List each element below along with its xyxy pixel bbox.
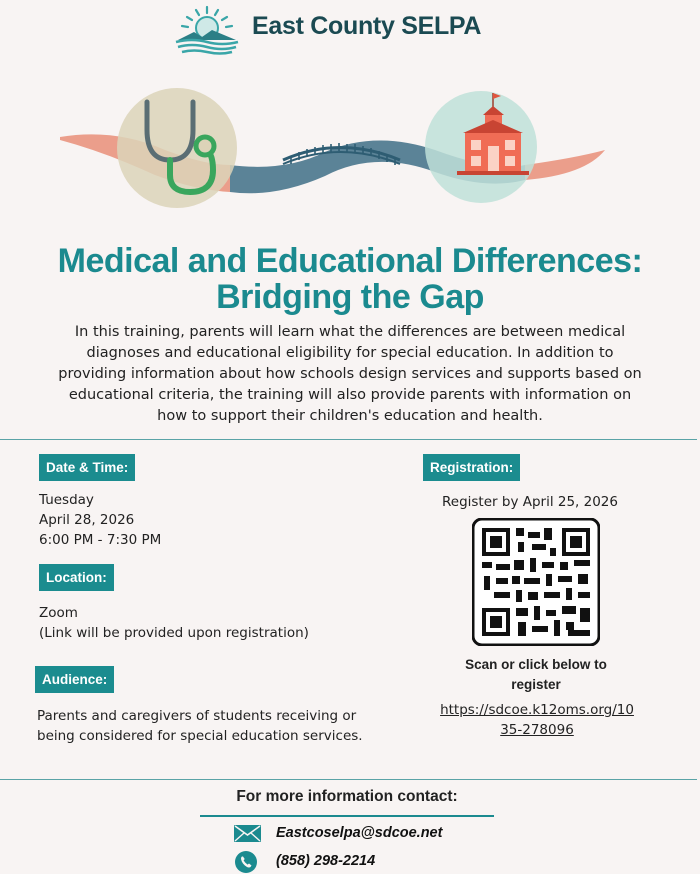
org-name: East County SELPA xyxy=(252,12,482,40)
phone-icon xyxy=(235,851,257,873)
contact-underline xyxy=(200,815,494,817)
contact-phone[interactable]: (858) 298-2214 xyxy=(276,853,376,869)
registration-link[interactable]: https://sdcoe.k12oms.org/1035-278096 xyxy=(440,702,634,738)
scan-instruction: Scan or click below to register xyxy=(465,657,607,692)
divider-bottom xyxy=(0,779,697,780)
description: In this training, parents will learn what the differences are between medical diagnoses and educational eligibility for special education. In addition to providing information about how schools design services and supports based on educational criteria, the training will also provide parents with information on how to support their children's education and health. xyxy=(58,324,642,424)
event-day: Tuesday xyxy=(39,492,94,508)
audience-text: Parents and caregivers of students receiving or being considered for special education services. xyxy=(37,708,363,744)
qr-code-icon[interactable] xyxy=(472,518,600,646)
location-name: Zoom xyxy=(39,605,78,621)
hero-illustration xyxy=(55,80,610,230)
contact-email[interactable]: Eastcoselpa@sdcoe.net xyxy=(276,825,443,841)
page-title-line2: Bridging the Gap xyxy=(216,278,484,316)
mail-icon xyxy=(234,825,261,842)
divider-top xyxy=(0,439,697,440)
selpa-logo-icon xyxy=(172,4,242,56)
contact-heading: For more information contact: xyxy=(236,788,458,805)
registration-label: Registration: xyxy=(423,454,520,481)
event-date: April 28, 2026 xyxy=(39,512,135,528)
location-note: (Link will be provided upon registration) xyxy=(39,625,309,641)
location-label: Location: xyxy=(39,564,114,591)
date-time-label: Date & Time: xyxy=(39,454,135,481)
event-time: 6:00 PM - 7:30 PM xyxy=(39,532,162,548)
audience-label: Audience: xyxy=(35,666,114,693)
page-title-line1: Medical and Educational Differences: xyxy=(57,242,643,280)
register-by-date: Register by April 25, 2026 xyxy=(442,494,618,510)
